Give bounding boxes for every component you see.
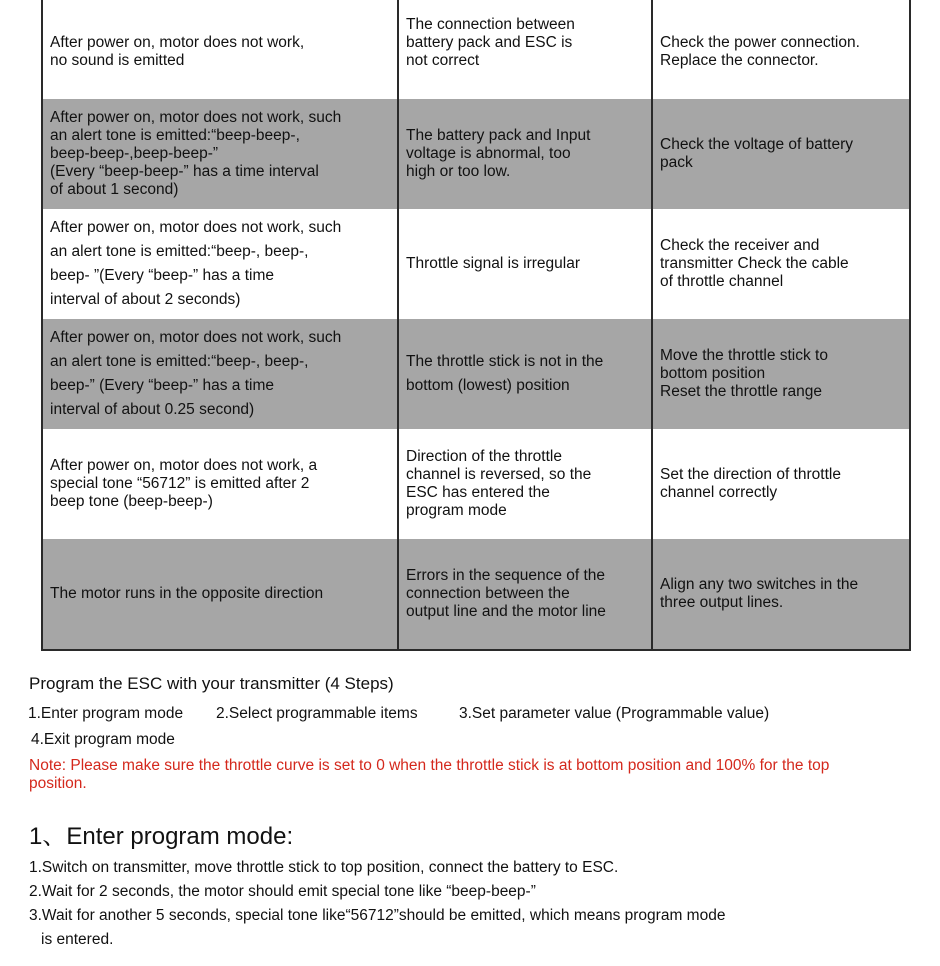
cause-cell: Errors in the sequence of the connection between the output line and the motor line [398,539,652,650]
solution-cell: Align any two switches in the three output lines. [652,539,910,650]
cause-cell: The throttle stick is not in the bottom (lowest) position [398,319,652,429]
symptom-cell: After power on, motor does not work, a special tone “56712” is emitted after 2 beep tone (beep-beep-) [42,429,398,539]
symptom-cell: After power on, motor does not work, such an alert tone is emitted:“beep-, beep-, beep- ”(Every “beep-” has a time interval of about 2 seconds) [42,209,398,319]
program-step: 1.Enter program mode [28,705,184,722]
program-title: Program the ESC with your transmitter (4 Steps) [29,674,394,693]
program-step: 3.Set parameter value (Programmable value) [459,705,770,722]
solution-cell: Check the power connection. Replace the connector. [652,0,910,99]
program-steps [28,705,769,723]
solution-cell: Move the throttle stick to bottom position Reset the throttle range [652,319,910,429]
cause-cell: The connection between battery pack and ESC is not correct [398,0,652,99]
table-row [42,0,910,99]
instruction-list [29,856,725,952]
troubleshooting-table [41,0,911,651]
symptom-cell: The motor runs in the opposite direction [42,539,398,650]
program-note: Note: Please make sure the throttle curve is set to 0 when the throttle stick is at bottom position and 100% for the top position. [29,757,830,792]
solution-cell: Set the direction of throttle channel correctly [652,429,910,539]
cause-cell: Throttle signal is irregular [398,209,652,319]
section-heading: 1、Enter program mode: [29,823,294,850]
program-step: 4.Exit program mode [31,731,175,748]
instruction-line: 3.Wait for another 5 seconds, special tone like“56712”should be emitted, which means program mode [29,907,726,924]
instruction-line: is entered. [41,931,114,948]
symptom-cell: After power on, motor does not work, such an alert tone is emitted:“beep-, beep-, beep-” (Every “beep-” has a time interval of about 0.25 second) [42,319,398,429]
instruction-line: 1.Switch on transmitter, move throttle stick to top position, connect the battery to ESC. [29,859,619,876]
solution-cell: Check the voltage of battery pack [652,99,910,209]
cause-cell: The battery pack and Input voltage is abnormal, too high or too low. [398,99,652,209]
symptom-cell: After power on, motor does not work, no sound is emitted [42,0,398,99]
solution-cell: Check the receiver and transmitter Check the cable of throttle channel [652,209,910,319]
table-row [42,209,910,319]
table-row [42,539,910,650]
table-row [42,99,910,209]
table-row [42,319,910,429]
symptom-cell: After power on, motor does not work, such an alert tone is emitted:“beep-beep-, beep-beep-,beep-beep-” (Every “beep-beep-” has a time interval of about 1 second) [42,99,398,209]
instruction-line: 2.Wait for 2 seconds, the motor should emit special tone like “beep-beep-” [29,883,536,900]
table-row [42,429,910,539]
cause-cell: Direction of the throttle channel is reversed, so the ESC has entered the program mode [398,429,652,539]
program-step: 2.Select programmable items [216,705,418,722]
